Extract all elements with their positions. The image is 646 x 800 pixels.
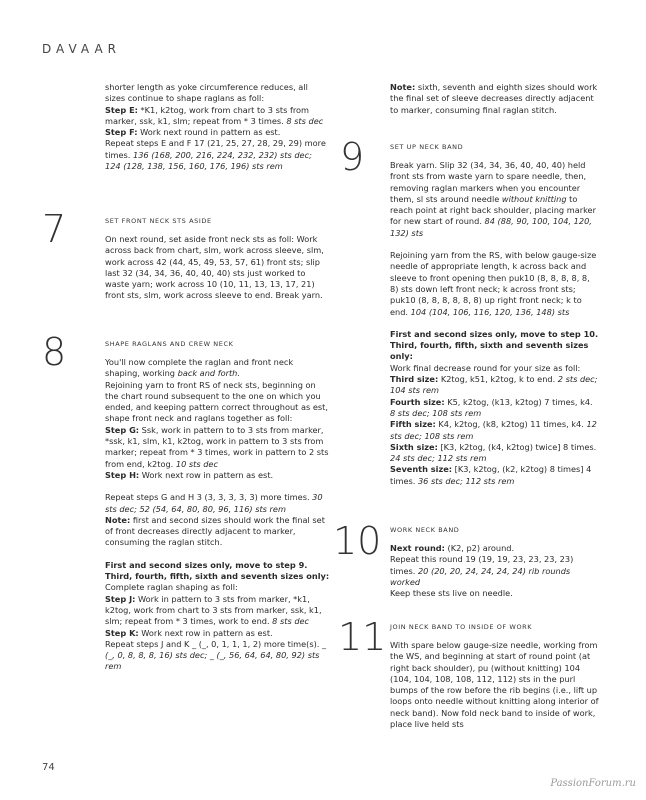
step-10-repeat-dec: 20 (20, 20, 24, 24, 24, 24) rib rounds worked xyxy=(390,565,571,587)
intro-paragraph: shorter length as yoke circumference reduces, all sizes continue to shape raglans as foll: xyxy=(105,82,308,104)
right-note-label: Note: xyxy=(390,82,416,92)
left-column xyxy=(105,82,330,172)
step-8-p1-text: You'll now complete the raglan and front neck shaping, working xyxy=(105,357,294,379)
step-8-note-text: first and second sizes should work the final set of front decreases directly adjacent to marker, consuming the raglan stitch. xyxy=(105,514,325,548)
fifth-size-label: Fifth size: xyxy=(390,419,436,430)
step-e-dec: 8 sts dec xyxy=(286,115,324,126)
seventh-size-line xyxy=(390,464,600,487)
step-9-p1-b: without knitting xyxy=(501,193,567,204)
step-8-block xyxy=(105,340,330,673)
step-9-p1 xyxy=(390,160,600,239)
step-8-note xyxy=(105,515,330,549)
step-9-final: Work final decrease round for your size as foll: xyxy=(390,362,581,373)
step-g-line xyxy=(105,425,330,470)
step-k-line xyxy=(105,628,330,639)
step-7-title: SET FRONT NECK STS ASIDE xyxy=(105,217,212,225)
step-j-text: Work in pattern to 3 sts from marker, *k1, k2tog, work from chart to 3 sts from marker, ssk, k1, slm; repeat from * 3 times, work to end. xyxy=(105,593,322,627)
step-7-text: On next round, set aside front neck sts as foll: Work across back from chart, slm, work across sleeve, slm, work across 42 (44, 45, 49, 53, 57, 61) front sts; slip last 32 (34, 34, 36, 40, 40, 40) sts just worked to waste yarn; work across 10 (10, 11, 13, 13, 17, 21) front sts, slm, work across sleeve to end. Break yarn. xyxy=(105,234,324,301)
step-8-p1-italic: back and forth. xyxy=(177,368,240,379)
repeat-ef-text: Repeat steps E and F 17 (21, 25, 27, 28, 29, 29) more times. xyxy=(105,138,326,160)
step-h-line xyxy=(105,470,330,481)
repeat-ef-line xyxy=(105,138,330,172)
step-8-complete: Complete raglan shaping as foll: xyxy=(105,582,238,593)
step-10-repeat xyxy=(390,554,600,588)
step-k-label: Step K: xyxy=(105,627,139,638)
step-e-line xyxy=(105,105,330,128)
seventh-size-text: [K3, k2tog, (k2, k2tog) 8 times] 4 times. xyxy=(390,464,592,486)
fourth-size-dec: 8 sts dec; 108 sts rem xyxy=(390,407,482,418)
step-f-text: Work next round in pattern as est. xyxy=(137,127,281,138)
repeat-jk-line xyxy=(105,639,330,673)
step-9-title: SET UP NECK BAND xyxy=(390,143,464,151)
step-j-line xyxy=(105,594,330,628)
step-10-keep: Keep these sts live on needle. xyxy=(390,588,513,599)
repeat-jk-text: Repeat steps J and K _ (_, 0, 1, 1, 1, 2) more time(s). xyxy=(105,638,320,649)
step-k-text: Work next row in pattern as est. xyxy=(138,627,273,638)
step-9-bold-head-text: First and second sizes only, move to step 10. Third, fourth, fifth, sixth and seventh sizes only: xyxy=(390,328,599,362)
step-10-block xyxy=(390,526,600,599)
right-note-text: sixth, seventh and eighth sizes should work the final set of sleeve decreases directly adjacent to marker, consuming final raglan stitch. xyxy=(390,82,598,115)
fourth-size-line xyxy=(390,397,600,420)
fifth-size-line xyxy=(390,419,600,442)
spacer xyxy=(390,239,600,250)
fourth-size-label: Fourth size: xyxy=(390,396,445,407)
step-g-dec: 10 sts dec xyxy=(173,458,218,469)
book-header: DAVAAR xyxy=(42,42,122,56)
fifth-size-dec: 12 sts dec; 108 sts rem xyxy=(390,419,597,441)
fourth-size-text: K5, k2tog, (k13, k2tog) 7 times, k4. xyxy=(444,396,593,407)
step-8-bold-head-text: First and second sizes only, move to step 9. Third, fourth, fifth, sixth and seventh sizes only: xyxy=(105,559,330,582)
step-h-text: Work next row in pattern as est. xyxy=(139,469,274,480)
spacer xyxy=(390,318,600,329)
step-8-bold-head xyxy=(105,560,330,583)
step-9-block xyxy=(390,143,600,487)
repeat-gh-dec: 30 sts dec; 52 (54, 64, 80, 80, 96, 116) sts rem xyxy=(105,492,323,514)
seventh-size-label: Seventh size: xyxy=(390,464,453,475)
step-f-label: Step F: xyxy=(105,127,138,138)
repeat-ef-dec: 136 (168, 200, 216, 224, 232, 232) sts dec; 124 (128, 138, 156, 160, 176, 196) sts rem xyxy=(105,149,312,172)
repeat-gh-line xyxy=(105,492,330,515)
step-10-number: 10 xyxy=(333,519,382,563)
step-j-dec: 8 sts dec xyxy=(269,616,310,627)
step-8-title: SHAPE RAGLANS AND CREW NECK xyxy=(105,340,234,348)
step-11-title: JOIN NECK BAND TO INSIDE OF WORK xyxy=(390,623,533,631)
step-8-p2: Rejoining yarn to front RS of neck sts, beginning on the chart round subsequent to the one on which you ended, and keeping pattern correct throughout as est, shape front neck and raglans together as foll: xyxy=(105,379,328,424)
step-8-p1 xyxy=(105,357,330,380)
step-8-number: 8 xyxy=(42,330,67,374)
step-8-note-label: Note: xyxy=(105,514,131,525)
step-9-number: 9 xyxy=(340,135,365,179)
next-round-text: (K2, p2) around. xyxy=(444,543,515,553)
step-g-label: Step G: xyxy=(105,424,140,435)
step-9-bold-head xyxy=(390,329,600,363)
sixth-size-label: Sixth size: xyxy=(390,441,438,452)
spacer xyxy=(105,549,330,560)
step-g-text: Ssk, work in pattern to to 3 sts from marker, *ssk, k1, slm, k1, k2tog, work in pattern to 3 sts from marker; repeat from * 3 times, work in pattern to 2 sts from end, k2tog. xyxy=(105,424,329,469)
third-size-text: K2tog, k51, k2tog, k to end. xyxy=(438,374,556,385)
spacer xyxy=(105,481,330,492)
third-size-dec: 2 sts dec; 104 sts rem xyxy=(390,374,598,396)
page-number: 74 xyxy=(42,762,55,773)
seventh-size-dec: 36 sts dec; 112 sts rem xyxy=(415,475,515,486)
watermark: PassionForum.ru xyxy=(550,778,636,789)
step-11-number: 11 xyxy=(338,615,387,659)
step-10-title: WORK NECK BAND xyxy=(390,526,460,534)
repeat-gh-text: Repeat steps G and H 3 (3, 3, 3, 3, 3) more times. xyxy=(105,492,310,503)
next-round-label: Next round: xyxy=(390,543,445,553)
step-9-p2-a: Rejoining yarn from the RS, with below gauge-size needle of appropriate length, k across back and sleeve to front opening then puk10 (8, 8, 8, 8, 8, 8) sts down left front neck; k across front sts; puk10 (8, 8, 8, 8, 8, 8) up right front neck; k to end. xyxy=(390,250,597,317)
step-e-text: *K1, k2tog, work from chart to 3 sts from marker, ssk, k1, slm; repeat from * 3 times. xyxy=(105,104,309,126)
step-9-p1-a: Break yarn. Slip 32 (34, 34, 36, 40, 40, 40) held front sts from waste yarn to spare needle, then, removing raglan markers when you encounter them, sl sts around needle xyxy=(390,160,587,204)
step-11-text: With spare below gauge-size needle, working from the WS, and beginning at start of round point (at right back shoulder), pu (without knitting) 104 (104, 104, 108, 108, 112, 112) sts in the purl bumps of the row before the rib begins (i.e., lift up loops onto needle without knitting along interior of neck band). Now fold neck band to inside of work, place live held sts xyxy=(390,640,599,730)
repeat-jk-dec: _ (_, 0, 8, 8, 8, 16) sts dec; _ (_, 56, 64, 64, 80, 92) sts rem xyxy=(105,638,327,672)
step-9-p1-c: to reach point at right back shoulder, placing marker for new start of round. xyxy=(390,193,596,227)
step-f-line xyxy=(105,127,330,138)
step-10-repeat-text: Repeat this round 19 (19, 19, 23, 23, 23, 23) times. xyxy=(390,554,574,576)
step-9-p2-b: 104 (104, 106, 116, 120, 136, 148) sts xyxy=(408,306,570,317)
third-size-label: Third size: xyxy=(390,374,439,385)
step-9-p1-d: 84 (88, 90, 100, 104, 120, 132) sts xyxy=(390,216,592,238)
step-7-block xyxy=(105,217,330,302)
step-e-label: Step E: xyxy=(105,104,138,115)
sixth-size-text: [K3, k2tog, (k4, k2tog) twice] 8 times. xyxy=(437,441,597,452)
step-9-p2 xyxy=(390,250,600,318)
next-round-line xyxy=(390,543,600,554)
step-h-label: Step H: xyxy=(105,469,140,480)
sixth-size-dec: 24 sts dec; 112 sts rem xyxy=(390,453,487,464)
step-j-label: Step J: xyxy=(105,593,136,604)
fifth-size-text: K4, k2tog, (k8, k2tog) 11 times, k4. xyxy=(435,419,584,430)
step-11-block xyxy=(390,623,600,730)
step-7-number: 7 xyxy=(42,207,67,251)
right-intro xyxy=(390,82,600,116)
sixth-size-line xyxy=(390,442,600,465)
third-size-line xyxy=(390,374,600,397)
right-note xyxy=(390,82,600,116)
